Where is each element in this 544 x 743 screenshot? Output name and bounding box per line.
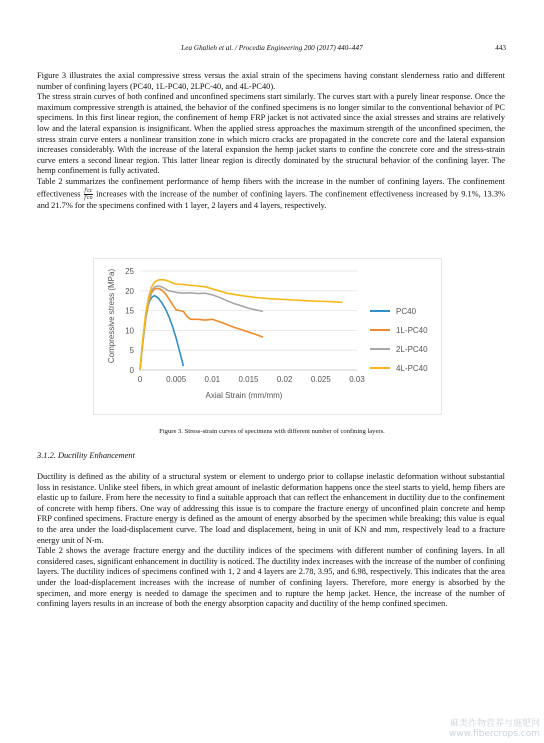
confinement-text-before: Table 2 summarizes the confinement performance of hemp fibers with the increase in the number of confining layers. The confinement effectiveness xyxy=(37,176,505,198)
x-tick-label: 0.01 xyxy=(204,375,221,384)
watermark-line-2: www.fibercrops.com xyxy=(449,729,540,739)
series-line-1l-pc40 xyxy=(140,288,263,370)
y-tick-label: 15 xyxy=(125,306,134,316)
legend-label: PC40 xyxy=(396,307,417,316)
page-number: 443 xyxy=(495,44,506,52)
x-axis-label: Axial Strain (mm/mm) xyxy=(205,391,283,400)
series-line-4l-pc40 xyxy=(140,280,343,370)
confinement-text-after: increases with the increase of the number of confining layers. The confinement effectiveness increased by 9.1%, 13.3% and 21.7% for the specimens confined with 1 layer, 2 layers and 4 layers, respectively. xyxy=(37,188,506,210)
x-tick-label: 0 xyxy=(137,375,143,384)
paragraph-ductility-results: Table 2 shows the average fracture energy and the ductility indices of the specimens with different number of confining layers. In all considered cases, significant enhancement in ductility is noticed. The ductility index increases with the increase of the number of confining layers. The ductility indices of specimens confined with 1, 2 and 4 layers are 2.78, 3.95, and 6.98, respectively. This indicates that the area under the load-displacement increases with the increase of number of confining layers. Therefore, more energy is absorbed by the specimen, and more energy is needed to damage the specimen and to rupture the hemp jacket. Hence, the increase of the number of confining layers results in an increase of both the energy absorption capacity and ductility of the hemp confined specimen. xyxy=(37,546,505,609)
chart-axes xyxy=(107,267,365,400)
legend-label: 1L-PC40 xyxy=(396,326,428,335)
chart-series xyxy=(140,280,343,370)
legend-label: 4L-PC40 xyxy=(396,364,428,373)
paragraph-figure-intro: Figure 3 illustrates the axial compressive stress versus the axial strain of the specimens having constant slenderness ratio and different number of confining layers (PC40, 1L-PC40, 2LPC-40, and 4L-PC40). xyxy=(37,71,505,91)
journal-citation: Lea Ghalieh et al. / Procedia Engineering 200 (2017) 440–447 xyxy=(181,44,363,52)
figure-caption: Figure 3. Stress-strain curves of specimens with different number of confining layers. xyxy=(159,428,385,435)
y-tick-label: 0 xyxy=(129,366,134,375)
watermark-line-1: 麻类作物营养与施肥网 xyxy=(449,719,540,729)
y-tick-label: 5 xyxy=(129,346,134,356)
y-tick-label: 25 xyxy=(125,267,134,276)
paragraph-stress-strain: The stress strain curves of both confined and unconfined specimens start similarly. The curves start with a purely linear response. Once the maximum compressive strength is attained, the behavior of the confined specimens is no longer similar to the conventional behavior of PC specimens. In this first linear region, the confinement of hemp FRP jacket is not activated since the axial stresses and strains are relatively low and the lateral expansion is insignificant. When the applied stress approaches the maximum strength of the unconfined specimen, the stress strain curve enters a nonlinear transition zone in which micro cracks are propagated in the concrete core and the lateral expansion increases considerably. With the increase of the lateral expansion the hemp jacket starts to confine the concrete core and the stress-strain curve enters a second linear region. This latter linear region is directly dominated by the structural behavior of the confining layer. The hemp confinement is fully activated. xyxy=(37,92,505,176)
legend-label: 2L-PC40 xyxy=(396,345,428,354)
x-tick-label: 0.02 xyxy=(276,375,293,384)
x-tick-label: 0.025 xyxy=(310,375,331,384)
chart-svg xyxy=(94,259,441,414)
y-tick-label: 20 xyxy=(125,286,134,296)
confinement-ratio-fraction xyxy=(84,188,92,201)
fraction-numerator: f'cc xyxy=(84,187,93,194)
x-tick-label: 0.03 xyxy=(349,375,365,384)
figure-stress-strain-chart xyxy=(93,258,442,415)
paragraph-confinement xyxy=(37,177,505,211)
fraction-denominator: f'co xyxy=(84,194,93,201)
x-tick-label: 0.015 xyxy=(238,375,259,384)
paragraph-ductility-definition: Ductility is defined as the ability of a structural system or element to undergo prior to collapse inelastic deformation without substantial loss in resistance. Unlike steel fibers, in which great amount of inelastic deformation happens once the steel starts to yield, hemp fibers are elastic up to failure. From here the necessity to find a suitable approach that can reflect the enhancement in ductility due to the confinement of concrete with hemp fibers. One way of addressing this issue is to compare the fracture energy of unconfined plain concrete and hemp FRP confined specimens. Fracture energy is defined as the amount of energy absorbed by the specimen while breaking; this value is equal to the area under the load-displacement curve. The load and displacement, being in unit of KN and mm, respectively lead to a fracture energy unit of N-m. xyxy=(37,472,505,545)
chart-legend xyxy=(370,307,428,373)
y-tick-label: 10 xyxy=(125,326,134,336)
y-axis-label: Compressive stress (MPa) xyxy=(107,268,116,364)
x-tick-label: 0.005 xyxy=(166,375,187,384)
chart-grid xyxy=(140,271,357,370)
site-watermark xyxy=(449,719,540,739)
body-text-top xyxy=(37,71,505,211)
body-text-bottom xyxy=(37,472,505,610)
section-heading: 3.1.2. Ductility Enhancement xyxy=(37,451,135,460)
